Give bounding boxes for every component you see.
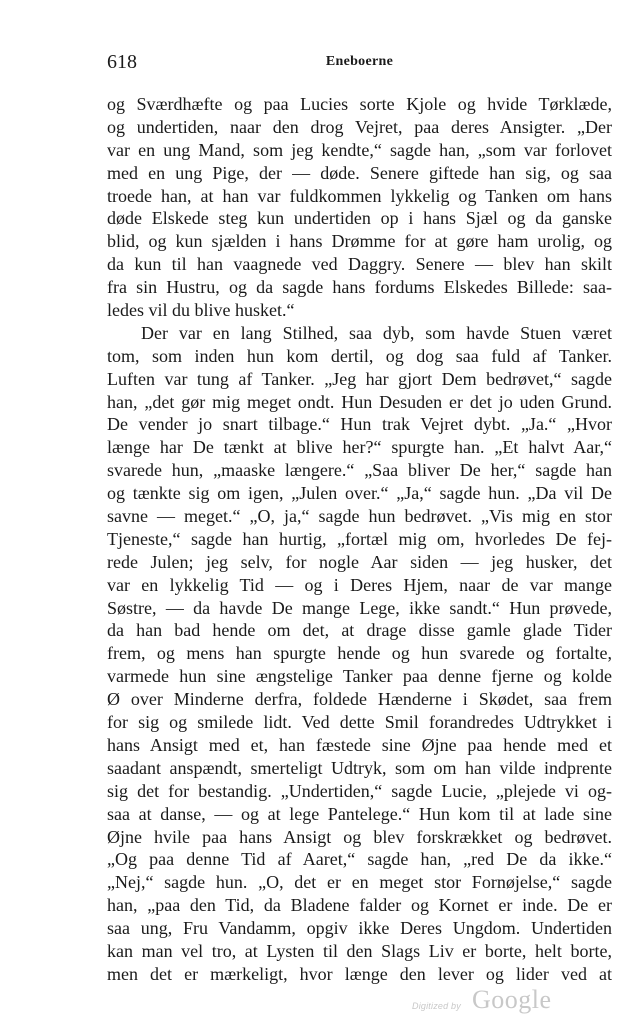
text-line: saa ung, Fru Vandamm, opgiv ikke Deres Ungdom. Undertiden <box>107 918 612 939</box>
text-line: savne — meget.“ „O, ja,“ sagde hun bedrøvet. „Vis mig en stor <box>107 506 612 527</box>
page-number: 618 <box>107 51 137 73</box>
text-line: da han bad hende om det, at drage disse gamle glade Tider <box>107 620 612 641</box>
text-line: døde Elskede steg kun undertiden op i hans Sjæl og da ganske <box>107 208 612 229</box>
text-line: Søstre, — da havde De mange Lege, ikke sandt.“ Hun prøvede, <box>107 597 612 618</box>
google-logo: Google <box>472 985 552 1014</box>
text-line: med en ung Pige, der — døde. Senere giftede han sig, og saa <box>107 162 612 183</box>
text-line: fra sin Hustru, og da sagde hans fordums Elskedes Billede: saa- <box>107 277 612 298</box>
text-line: saa at danse, — og at lege Pantelege.“ Hun kom til at lade sine <box>107 803 612 824</box>
text-line: han, „paa den Tid, da Bladene falder og Kornet er inde. De er <box>107 895 612 916</box>
text-line: ledes vil du blive husket.“ <box>107 300 295 321</box>
text-line: blid, og kun sjælden i hans Drømme for at gøre ham urolig, og <box>107 231 612 252</box>
text-line: var en ung Mand, som jeg kendte,“ sagde han, „som var forlovet <box>107 139 612 160</box>
text-line: længe har De tænkt at blive her?“ spurgte han. „Et halvt Aar,“ <box>107 437 612 458</box>
text-line: svarede hun, „maaske længere.“ „Saa bliver De her,“ sagde han <box>107 460 612 481</box>
text-line: saadant anspændt, smerteligt Udtryk, som om han vilde indprente <box>107 757 612 778</box>
page-header <box>107 50 612 74</box>
text-line: Øjne hvile paa hans Ansigt og blev forskrækket og bedrøvet. <box>107 826 612 847</box>
text-line: De vender jo snart tilbage.“ Hun trak Vejret dybt. „Ja.“ „Hvor <box>107 414 612 435</box>
text-line: Luften var tung af Tanker. „Jeg har gjort Dem bedrøvet,“ sagde <box>107 368 612 389</box>
text-line: „Og paa denne Tid af Aaret,“ sagde han, „red De da ikke.“ <box>107 849 612 870</box>
text-line: tom, som inden hun kom dertil, og dog saa fuld af Tanker. <box>107 345 612 366</box>
text-line: men det er mærkeligt, hvor længe den lever og lider ved at <box>107 963 612 984</box>
text-line: frem, og mens han spurgte hende og hun svarede og fortalte, <box>107 643 612 664</box>
text-line: troede han, at han var fuldkommen lykkelig og Tanken om hans <box>107 185 612 206</box>
text-line: og Sværdhæfte og paa Lucies sorte Kjole og hvide Tørklæde, <box>107 94 612 114</box>
text-line: rede Julen; jeg selv, for nogle Aar siden — jeg husker, det <box>107 551 612 572</box>
text-line: hans Ansigt med et, han fæstede sine Øjne paa hende med et <box>107 734 612 755</box>
text-line: Tjeneste,“ sagde han hurtig, „fortæl mig om, hvorledes De fej- <box>107 528 612 549</box>
text-line: Ø over Minderne derfra, foldede Hænderne i Skødet, saa frem <box>107 689 612 710</box>
text-line: Der var en lang Stilhed, saa dyb, som havde Stuen været <box>141 322 612 343</box>
text-line: var en lykkelig Tid — og i Deres Hjem, naar de var mange <box>107 574 612 595</box>
text-line: han, „det gør mig meget ondt. Hun Desuden er det jo uden Grund. <box>107 391 612 412</box>
digitization-watermark <box>412 985 602 1021</box>
text-line: for sig og smilede lidt. Ved dette Smil forandredes Udtrykket i <box>107 712 612 733</box>
text-line: sig det for bestandig. „Undertiden,“ sagde Lucie, „plejede vi og- <box>107 780 612 801</box>
text-line: og undertiden, naar den drog Vejret, paa deres Ansigter. „Der <box>107 116 612 137</box>
running-title: Eneboerne <box>325 54 394 69</box>
text-line: og tænkte sig om igen, „Julen over.“ „Ja,“ sagde hun. „Da vil De <box>107 483 612 504</box>
body-text <box>107 93 612 986</box>
text-line: varmede hun sine ængstelige Tanker paa denne fjerne og kolde <box>107 666 612 687</box>
text-line: da kun til han vaagnede ved Daggry. Senere — blev han skilt <box>107 254 612 275</box>
text-line: „Nej,“ sagde hun. „O, det er en meget stor Fornøjelse,“ sagde <box>107 872 612 893</box>
text-line: kan man vel tro, at Lysten til den Slags Liv er borte, helt borte, <box>107 940 612 961</box>
watermark-prefix: Digitized by <box>412 1001 461 1011</box>
